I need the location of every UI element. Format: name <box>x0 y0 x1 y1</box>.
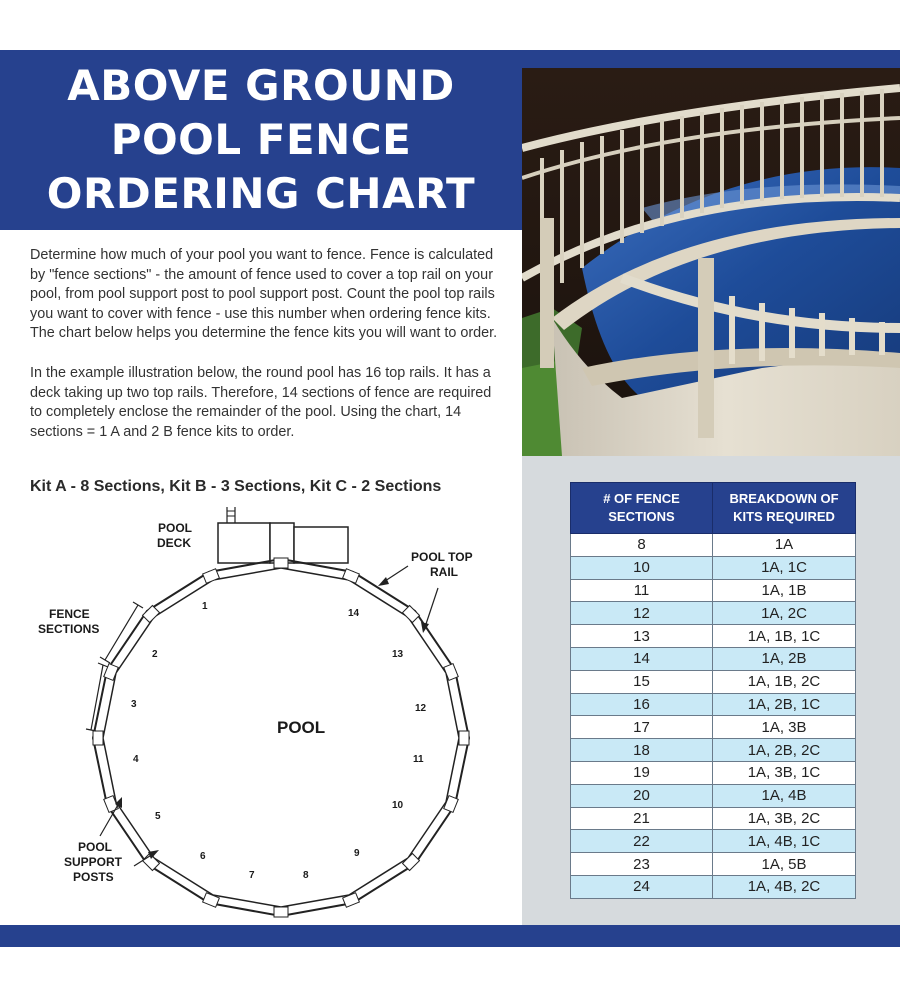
kits-cell: 1A, 2C <box>713 602 856 625</box>
section-number: 14 <box>348 608 360 619</box>
title-line-3: ORDERING CHART <box>46 169 476 218</box>
fence-sections-label-2: SECTIONS <box>38 622 100 636</box>
title-line-1: ABOVE GROUND <box>67 61 455 110</box>
header-kits-required-line-1: BREAKDOWN OF <box>729 491 839 506</box>
header-fence-sections <box>571 483 713 534</box>
pool-fence-diagram <box>20 505 520 920</box>
support-posts-label-1: POOL <box>78 840 113 854</box>
kits-cell: 1A, 1B, 2C <box>713 670 856 693</box>
header-fence-sections-line-1: # OF FENCE <box>603 491 680 506</box>
fence-kit-table <box>570 482 856 899</box>
header-fence-sections-line-2: SECTIONS <box>608 509 675 524</box>
table-row <box>571 807 856 830</box>
pool-deck <box>218 507 348 563</box>
section-number: 7 <box>249 870 255 881</box>
section-number: 1 <box>202 601 208 612</box>
intro-paragraph-2: In the example illustration below, the round pool has 16 top rails. It has a deck taking up two top rails. Therefore, 14 sections of fence are required to completely enclose the remainder of the pool. Using the chart, 14 sections = 1 A and 2 B fence kits to order. <box>30 364 492 440</box>
table-row <box>571 647 856 670</box>
pool-top-rail-inner <box>103 568 459 907</box>
kits-cell: 1A, 4B <box>713 784 856 807</box>
kits-cell: 1A, 5B <box>713 853 856 876</box>
table-row <box>571 830 856 853</box>
pool-label: POOL <box>277 718 326 737</box>
top-rail-label-2: RAIL <box>430 565 458 579</box>
sections-cell: 10 <box>571 556 713 579</box>
table-row <box>571 602 856 625</box>
table-header-row <box>571 483 856 534</box>
kits-cell: 1A, 3B, 2C <box>713 807 856 830</box>
kits-cell: 1A, 3B, 1C <box>713 761 856 784</box>
sections-cell: 24 <box>571 875 713 898</box>
section-number: 6 <box>200 851 206 862</box>
deck-label-1: POOL <box>158 521 193 535</box>
sections-cell: 8 <box>571 534 713 557</box>
table-row <box>571 693 856 716</box>
table-row <box>571 556 856 579</box>
sections-cell: 20 <box>571 784 713 807</box>
table-row <box>571 625 856 648</box>
pool-fence-photo <box>522 68 900 456</box>
support-posts-label-3: POSTS <box>73 870 114 884</box>
sections-cell: 19 <box>571 761 713 784</box>
header-kits-required <box>713 483 856 534</box>
kits-cell: 1A, 2B, 2C <box>713 739 856 762</box>
top-rail-label-1: POOL TOP <box>411 550 473 564</box>
title-banner <box>0 50 522 230</box>
table-row <box>571 761 856 784</box>
sections-cell: 12 <box>571 602 713 625</box>
table-row <box>571 739 856 762</box>
kits-cell: 1A, 2B, 1C <box>713 693 856 716</box>
pool-fence-illustration <box>522 68 900 456</box>
kits-cell: 1A, 4B, 2C <box>713 875 856 898</box>
sections-cell: 13 <box>571 625 713 648</box>
section-number: 12 <box>415 703 427 714</box>
kits-cell: 1A <box>713 534 856 557</box>
table-row <box>571 784 856 807</box>
sections-cell: 14 <box>571 647 713 670</box>
table-row <box>571 853 856 876</box>
kits-cell: 1A, 1B, 1C <box>713 625 856 648</box>
section-number: 2 <box>152 649 158 660</box>
sections-cell: 15 <box>571 670 713 693</box>
sections-cell: 11 <box>571 579 713 602</box>
sections-cell: 21 <box>571 807 713 830</box>
sections-cell: 16 <box>571 693 713 716</box>
sections-cell: 18 <box>571 739 713 762</box>
kits-cell: 1A, 2B <box>713 647 856 670</box>
section-number: 5 <box>155 811 161 822</box>
intro-paragraph-1: Determine how much of your pool you want to fence. Fence is calculated by "fence sections" - the amount of fence used to cover a top rail on your pool, from pool support post to pool support post. Count the pool top rails you want to cover with fence - use this number when ordering fence kits. The chart below helps you determine the fence kits you will want to order. <box>30 247 498 342</box>
table-row <box>571 670 856 693</box>
pool-support-posts <box>93 558 469 917</box>
section-number: 11 <box>413 754 424 765</box>
deck-label-2: DECK <box>157 536 192 550</box>
bottom-band <box>0 925 900 947</box>
section-number: 10 <box>392 800 404 811</box>
kits-cell: 1A, 1C <box>713 556 856 579</box>
sections-cell: 22 <box>571 830 713 853</box>
kit-sizes-heading: Kit A - 8 Sections, Kit B - 3 Sections, Kit C - 2 Sections <box>30 478 442 495</box>
table-row <box>571 716 856 739</box>
table-row <box>571 534 856 557</box>
section-number: 13 <box>392 649 404 660</box>
kits-cell: 1A, 3B <box>713 716 856 739</box>
section-number: 8 <box>303 870 309 881</box>
top-rail-arrow-2 <box>425 588 438 627</box>
sections-cell: 17 <box>571 716 713 739</box>
section-number: 4 <box>133 754 139 765</box>
intro-text <box>30 246 500 462</box>
support-posts-label-2: SUPPORT <box>64 855 123 869</box>
section-number: 3 <box>131 699 137 710</box>
table-row <box>571 875 856 898</box>
title-line-2: POOL FENCE <box>110 115 412 164</box>
sections-cell: 23 <box>571 853 713 876</box>
table-row <box>571 579 856 602</box>
section-number: 9 <box>354 848 360 859</box>
header-kits-required-line-2: KITS REQUIRED <box>733 509 835 524</box>
fence-sections-label-1: FENCE <box>49 607 90 621</box>
kits-cell: 1A, 1B <box>713 579 856 602</box>
kits-cell: 1A, 4B, 1C <box>713 830 856 853</box>
